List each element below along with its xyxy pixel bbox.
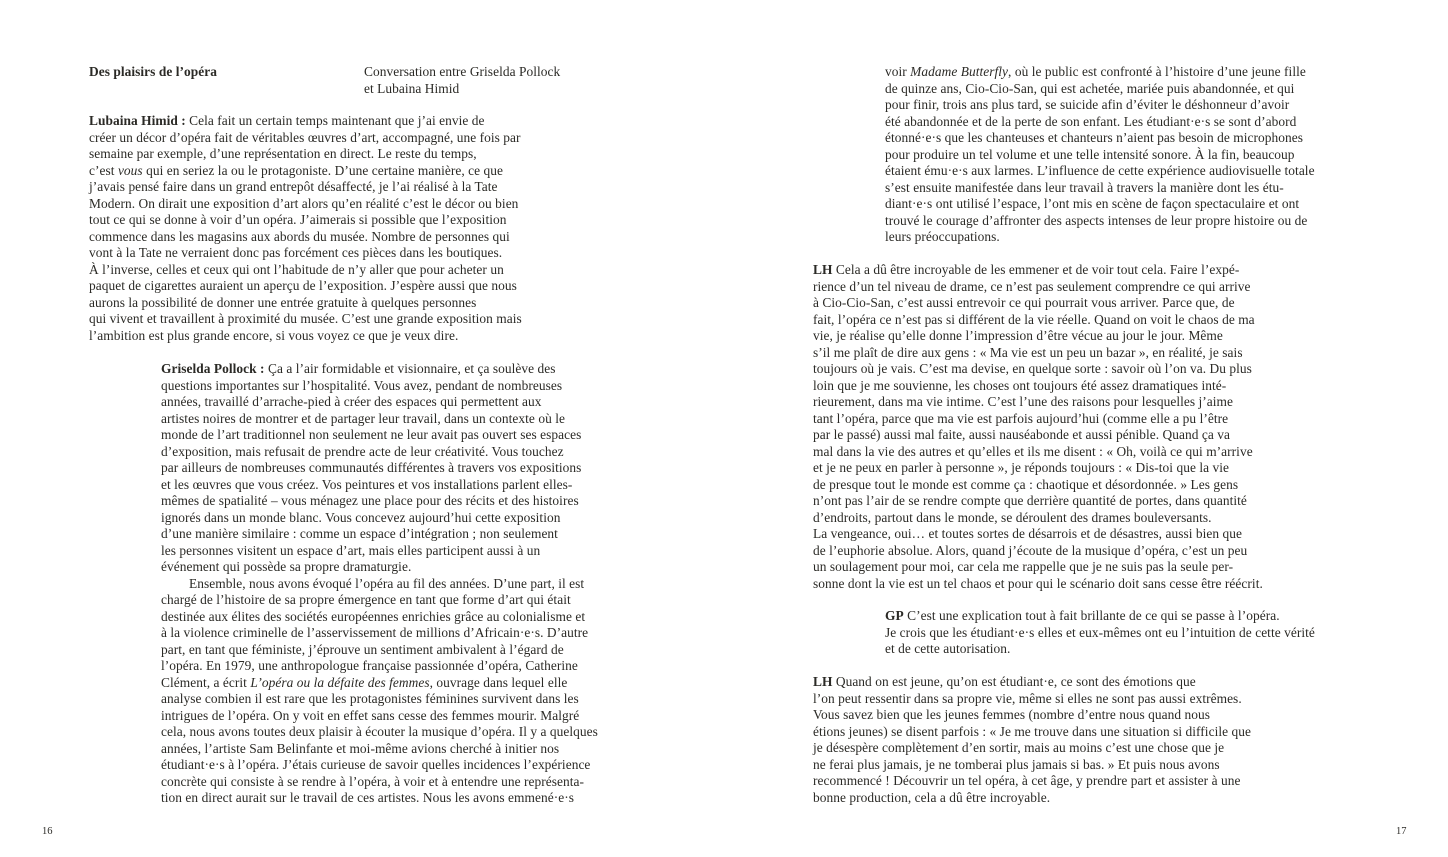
speaker-lubaina-himid: Lubaina Himid : (89, 113, 186, 128)
text-line: créer un décor d’opéra fait de véritables œuvres d’art, accompagné, une fois par (89, 129, 521, 145)
text-line: étonné·e·s que les chanteuses et chanteurs n’aient pas besoin de microphones (885, 130, 1304, 145)
text-line: étions jeunes) se disent parfois : « Je me trouve dans une situation si difficile que (813, 723, 1251, 739)
text-line: l’opéra. En 1979, une anthropologue française passionnée d’opéra, Catherine (161, 658, 578, 673)
italic-title: Madame Butterfly (910, 64, 1009, 79)
text-line: GP C’est une explication tout à fait brillante de ce qui se passe à l’opéra. (885, 608, 1280, 623)
text-line: aurons la possibilité de donner une entrée gratuite à quelques personnes (89, 294, 477, 310)
text-line: À l’inverse, celles et ceux qui ont l’habitude de n’y aller que pour acheter un (89, 261, 504, 277)
text-line: commence dans les magasins aux abords du musée. Nombre de personnes qui (89, 228, 510, 244)
text-line: ne ferai plus jamais, je ne tomberai plus jamais si bas. » Et puis nous avons (813, 756, 1220, 772)
speaker-griselda-pollock: Griselda Pollock : (161, 361, 265, 376)
text-line: destinée aux élites des sociétés européennes enrichies grâce au colonialisme et (161, 608, 586, 624)
text-line: d’endroits, partout dans le monde, se déroulent des drames bouleversants. (813, 509, 1212, 525)
text-line: d’une manière similaire : comme un espace d’intégration ; non seulement (161, 526, 558, 541)
page-number-right: 17 (1396, 826, 1407, 837)
text-line: qui vivent et travaillent à proximité du musée. C’est une grande exposition mais (89, 311, 522, 326)
text-line: de l’euphorie absolue. Alors, quand j’écoute de la musique d’opéra, c’est un peu (813, 542, 1248, 558)
text-line: vont à la Tate ne verraient donc pas forcément ces pièces dans les boutiques. (89, 245, 503, 260)
text-line: par le passé) aussi mal faite, aussi nauséabonde et aussi pénible. Quand ça va (813, 427, 1231, 442)
text-line: fait, l’opéra ce n’est pas si différent de la vie réelle. Quand on voit le chaos de ma (813, 311, 1255, 327)
text-run: , où le public est confronté à l’histoire d’une jeune fille (1008, 64, 1306, 79)
page-title: Des plaisirs de l’opéra (89, 64, 217, 79)
text-run: Clément, a écrit (161, 674, 251, 690)
text-line: et je ne peux en parler à personne », je réponds toujours : « Dis-toi que la vie (813, 460, 1230, 475)
text-line: de presque tout le monde est comme ça : chaotique et désordonnée. » Les gens (813, 476, 1239, 492)
text-line (89, 163, 503, 180)
text-line: mal dans la vie des autres et qu’elles et ils me disent : « Oh, voilà ce qui m’arrive (813, 443, 1253, 459)
text-line: Griselda Pollock : Ça a l’air formidable et visionnaire, et ça soulève des (161, 361, 556, 376)
text-line: concrète qui consiste à se rendre à l’opéra, à voir et à entendre une représenta- (161, 773, 585, 789)
text-line: Vous savez bien que les jeunes femmes (nombre d’entre nous quand nous (813, 707, 1211, 722)
text-line: été abandonnée et de la perte de son enfant. Les étudiant·e·s se sont d’abord (885, 113, 1297, 129)
text-line: rience d’un tel niveau de drame, ce n’est pas seulement comprendre ce qui arrive (813, 278, 1251, 294)
text-line: Je crois que les étudiant·e·s elles et eux-mêmes ont eu l’intuition de cette vérité (885, 624, 1315, 640)
text-line: LH Quand on est jeune, qu’on est étudiant·e, ce sont des émotions que (813, 674, 1196, 689)
text-line: chargé de l’histoire de sa propre émergence en tant que forme d’art qui était (161, 592, 571, 607)
text-line: de quinze ans, Cio-Cio-San, qui est achetée, mariée puis abandonnée, et qui (885, 80, 1295, 96)
text-line: s’il me plaît de dire aux gens : « Ma vie est un peu un bazar », en réalité, je sais (813, 344, 1243, 360)
page-number-left: 16 (42, 826, 53, 837)
text-line: s’est ensuite manifestée dans leur travail à travers la manière dont les étu- (885, 179, 1284, 195)
text-line: je désespère complètement d’en sortir, mais au moins c’est une chose que je (813, 740, 1225, 755)
text-line: leurs préoccupations. (885, 229, 1000, 244)
text-line: diant·e·s ont utilisé l’espace, l’ont mis en scène de façon spectaculaire et ont (885, 196, 1300, 211)
text-run: voir (885, 64, 911, 79)
text-line: tout ce qui se donne à voir d’un opéra. J’aimerais si possible que l’exposition (89, 212, 507, 227)
text-line: ignorés dans un monde blanc. Vous concevez aujourd’hui cette exposition (161, 509, 561, 525)
text-line: tion en direct aurait sur le travail de ces artistes. Nous les avons emmené·e·s (161, 790, 574, 805)
text-line: LH Cela a dû être incroyable de les emmener et de voir tout cela. Faire l’expé- (813, 262, 1240, 277)
text-line: recommencé ! Découvrir un tel opéra, à cet âge, y prendre part et assister à une (813, 773, 1241, 788)
text-line: Modern. On dirait une exposition d’art alors qu’en réalité c’est le décor ou bien (89, 195, 519, 211)
text-line: l’on peut ressentir dans sa propre vie, même si elles ne sont pas aussi extrêmes. (813, 690, 1242, 706)
text-line: j’avais pensé faire dans un grand entrepôt désaffecté, je l’ai réalisé à la Tate (89, 179, 498, 194)
text-line: cela, nous avons toutes deux plaisir à écouter la musique d’opéra. Il y a quelques (161, 724, 598, 739)
text-line: trouvé le courage d’affronter des aspects intenses de leur propre histoire ou de (885, 212, 1308, 228)
text-line: La vengeance, oui… et toutes sortes de désarrois et de désastres, aussi bien que (813, 526, 1243, 541)
text-line: rieurement, dans ma vie intime. C’est l’une des raisons pour lesquelles j’aime (813, 394, 1234, 409)
text-line: et les œuvres que vous créez. Vos peintures et vos installations parlent elles- (161, 476, 573, 492)
text-line: n’ont pas l’air de se rendre compte que derrière quantité de portes, dans quantité (813, 493, 1247, 508)
text-line (885, 64, 1306, 81)
text-line: étaient ému·e·s aux larmes. L’influence de cette expérience audiovisuelle totale (885, 163, 1315, 178)
speaker-tag-lh: LH (813, 262, 833, 277)
text-line: tant l’opéra, parce que ma vie est parfois aujourd’hui (comme elle a pu l’être (813, 410, 1229, 426)
text-line: questions importantes sur l’hospitalité. Vous avez, pendant de nombreuses (161, 377, 563, 393)
text-line: vie, je réalise qu’elle donne l’impression d’être vécue au jour le jour. Même (813, 328, 1223, 343)
text-line: années, l’artiste Sam Belinfante et moi-même avions cherché à initier nos (161, 740, 560, 756)
text-line: Conversation entre Griselda Pollock (364, 64, 561, 79)
text-line: par ailleurs de nombreuses communautés différentes à travers vos expositions (161, 460, 582, 475)
text-line: un soulagement pour moi, car cela me rappelle que je ne suis pas la seule per- (813, 559, 1234, 574)
text-line: d’exposition, mais refusait de prendre acte de leur créativité. Vous touchez (161, 443, 564, 459)
text-line: étudiant·e·s à l’opéra. J’étais curieuse de savoir quelles incidences l’expérience (161, 757, 591, 772)
text-line: à la violence criminelle de l’asservissement de millions d’Africain·e·s. D’autre (161, 625, 589, 640)
text-line: mêmes de spatialité – vous ménagez une place pour des récits et des histoires (161, 493, 579, 508)
text-line: analyse combien il est rare que les protagonistes féminines survivent dans les (161, 691, 579, 706)
text-line: bonne production, cela a dû être incroyable. (813, 789, 1051, 805)
text-line: intrigues de l’opéra. On y voit en effet sans cesse des femmes mourir. Malgré (161, 707, 580, 723)
text-line: paquet de cigarettes auraient un aperçu de l’exposition. J’espère aussi que nous (89, 278, 517, 293)
text-line: années, travaillé d’arrache-pied à créer des espaces qui permettent aux (161, 394, 542, 409)
text-line: sonne dont la vie est un tel chaos et pour qui le scénario doit sans cesse être réécrit. (813, 575, 1263, 591)
italic-title: L’opéra ou la défaite des femmes (250, 674, 430, 690)
text-line: semaine par exemple, d’une représentation en direct. Le reste du temps, (89, 146, 477, 161)
text-line: part, en tant que féministe, j’éprouve un sentiment ambivalent à l’égard de (161, 641, 564, 657)
speaker-tag-lh: LH (813, 674, 833, 689)
text-line: artistes noires de montrer et de partager leur travail, dans un contexte où le (161, 410, 565, 426)
text-line: Lubaina Himid : Cela fait un certain temps maintenant que j’ai envie de (89, 113, 485, 128)
text-line: toujours où je vais. C’est ma devise, en quelque sorte : savoir où l’on va. Du plus (813, 361, 1252, 376)
text-line: les personnes visitent un espace d’art, mais elles participent aussi à un (161, 542, 541, 558)
speaker-tag-gp: GP (885, 608, 904, 623)
text-line: et de cette autorisation. (885, 641, 1011, 656)
text-line: monde de l’art traditionnel non seulement ne leur avait pas ouvert ses espaces (161, 427, 582, 442)
text-run: c’est (89, 162, 118, 178)
text-line: à Cio-Cio-San, c’est aussi entrevoir ce qui pourrait vous arriver. Parce que, de (813, 295, 1235, 310)
text-run: , ouvrage dans lequel elle (429, 674, 568, 690)
text-line: l’ambition est plus grande encore, si vous voyez ce que je veux dire. (89, 327, 459, 343)
italic-title: vous (117, 162, 143, 178)
text-line: loin que je me souvienne, les choses ont toujours été assez dramatiques inté- (813, 377, 1227, 393)
text-run: qui en seriez la ou le protagoniste. D’une certaine manière, ce que (142, 162, 504, 178)
text-line: événement qui possède sa propre dramaturgie. (161, 559, 412, 574)
text-line (161, 675, 567, 692)
text-line: et Lubaina Himid (364, 80, 460, 96)
text-line: pour produire un tel volume et une telle intensité sonore. À la fin, beaucoup (885, 146, 1295, 162)
text-line: Ensemble, nous avons évoqué l’opéra au fil des années. D’une part, il est (189, 575, 585, 591)
text-line: pour finir, trois ans plus tard, se suicide afin d’éviter le déshonneur d’avoir (885, 97, 1290, 112)
